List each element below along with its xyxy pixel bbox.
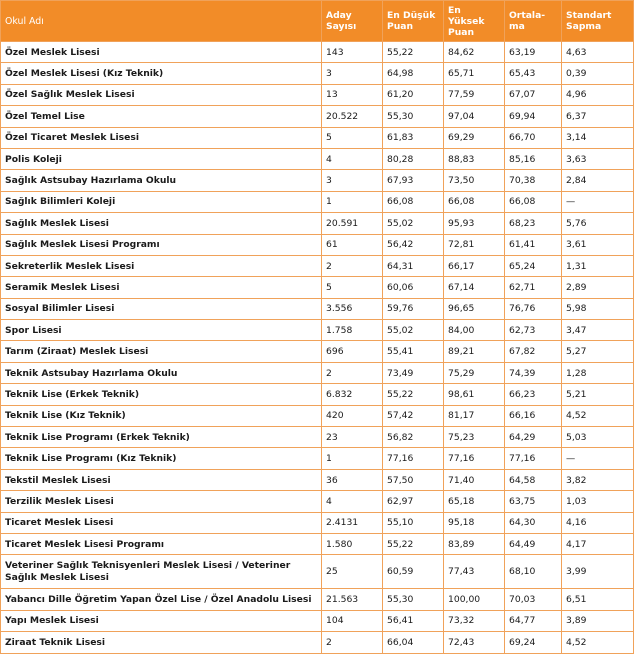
cell-okul-adi: Seramik Meslek Lisesi bbox=[1, 277, 322, 298]
cell-aday-sayisi: 2 bbox=[322, 632, 383, 653]
cell-en-dusuk-puan: 55,02 bbox=[383, 213, 444, 234]
cell-okul-adi: Özel Meslek Lisesi (Kız Teknik) bbox=[1, 63, 322, 84]
cell-okul-adi: Tekstil Meslek Lisesi bbox=[1, 469, 322, 490]
cell-standart-sapma: 4,63 bbox=[562, 42, 634, 63]
cell-okul-adi: Teknik Lise (Kız Teknik) bbox=[1, 405, 322, 426]
cell-okul-adi: Sekreterlik Meslek Lisesi bbox=[1, 255, 322, 276]
cell-en-dusuk-puan: 61,83 bbox=[383, 127, 444, 148]
cell-standart-sapma: 0,39 bbox=[562, 63, 634, 84]
cell-okul-adi: Spor Lisesi bbox=[1, 320, 322, 341]
cell-en-yuksek-puan: 77,43 bbox=[444, 555, 505, 589]
cell-ortalama: 69,24 bbox=[505, 632, 562, 653]
cell-okul-adi: Veteriner Sağlık Teknisyenleri Meslek Lisesi / Veteriner Sağlık Meslek Lisesi bbox=[1, 555, 322, 589]
cell-aday-sayisi: 13 bbox=[322, 84, 383, 105]
cell-ortalama: 67,82 bbox=[505, 341, 562, 362]
cell-standart-sapma: 3,63 bbox=[562, 148, 634, 169]
header-line: Standart bbox=[566, 10, 612, 21]
cell-okul-adi: Tarım (Ziraat) Meslek Lisesi bbox=[1, 341, 322, 362]
cell-en-dusuk-puan: 64,31 bbox=[383, 255, 444, 276]
cell-ortalama: 64,58 bbox=[505, 469, 562, 490]
cell-en-yuksek-puan: 75,23 bbox=[444, 427, 505, 448]
cell-ortalama: 62,71 bbox=[505, 277, 562, 298]
cell-ortalama: 65,24 bbox=[505, 255, 562, 276]
cell-en-yuksek-puan: 71,40 bbox=[444, 469, 505, 490]
cell-en-yuksek-puan: 98,61 bbox=[444, 384, 505, 405]
cell-aday-sayisi: 3 bbox=[322, 170, 383, 191]
cell-standart-sapma: 6,37 bbox=[562, 106, 634, 127]
cell-ortalama: 76,76 bbox=[505, 298, 562, 319]
cell-en-dusuk-puan: 60,59 bbox=[383, 555, 444, 589]
cell-okul-adi: Terzilik Meslek Lisesi bbox=[1, 491, 322, 512]
cell-en-yuksek-puan: 77,59 bbox=[444, 84, 505, 105]
cell-ortalama: 66,23 bbox=[505, 384, 562, 405]
table-row bbox=[1, 63, 634, 84]
cell-aday-sayisi: 3.556 bbox=[322, 298, 383, 319]
table-row bbox=[1, 610, 634, 631]
cell-okul-adi: Ticaret Meslek Lisesi bbox=[1, 512, 322, 533]
cell-okul-adi: Polis Koleji bbox=[1, 148, 322, 169]
cell-standart-sapma: 3,61 bbox=[562, 234, 634, 255]
cell-okul-adi: Özel Ticaret Meslek Lisesi bbox=[1, 127, 322, 148]
cell-aday-sayisi: 2.4131 bbox=[322, 512, 383, 533]
cell-en-yuksek-puan: 69,29 bbox=[444, 127, 505, 148]
cell-en-dusuk-puan: 55,30 bbox=[383, 106, 444, 127]
cell-en-yuksek-puan: 84,00 bbox=[444, 320, 505, 341]
cell-ortalama: 70,03 bbox=[505, 589, 562, 610]
table-row bbox=[1, 234, 634, 255]
column-header-en-dusuk-puan bbox=[383, 1, 444, 42]
table-row bbox=[1, 255, 634, 276]
cell-ortalama: 64,77 bbox=[505, 610, 562, 631]
header-line: Ortala- bbox=[509, 10, 546, 21]
cell-standart-sapma: — bbox=[562, 448, 634, 469]
cell-en-yuksek-puan: 75,29 bbox=[444, 362, 505, 383]
cell-okul-adi: Sağlık Bilimleri Koleji bbox=[1, 191, 322, 212]
cell-aday-sayisi: 23 bbox=[322, 427, 383, 448]
cell-en-dusuk-puan: 55,41 bbox=[383, 341, 444, 362]
table-row bbox=[1, 362, 634, 383]
cell-aday-sayisi: 36 bbox=[322, 469, 383, 490]
cell-ortalama: 74,39 bbox=[505, 362, 562, 383]
cell-en-dusuk-puan: 61,20 bbox=[383, 84, 444, 105]
cell-aday-sayisi: 61 bbox=[322, 234, 383, 255]
cell-standart-sapma: 3,82 bbox=[562, 469, 634, 490]
cell-standart-sapma: 2,89 bbox=[562, 277, 634, 298]
cell-en-dusuk-puan: 64,98 bbox=[383, 63, 444, 84]
cell-ortalama: 66,16 bbox=[505, 405, 562, 426]
table-row bbox=[1, 148, 634, 169]
cell-en-dusuk-puan: 66,04 bbox=[383, 632, 444, 653]
cell-okul-adi: Yapı Meslek Lisesi bbox=[1, 610, 322, 631]
table-row bbox=[1, 213, 634, 234]
header-line: Aday bbox=[326, 10, 352, 21]
cell-okul-adi: Teknik Lise (Erkek Teknik) bbox=[1, 384, 322, 405]
cell-en-dusuk-puan: 55,22 bbox=[383, 42, 444, 63]
table-row bbox=[1, 42, 634, 63]
header-line: Sapma bbox=[566, 21, 602, 32]
table-row bbox=[1, 84, 634, 105]
cell-aday-sayisi: 3 bbox=[322, 63, 383, 84]
cell-en-yuksek-puan: 100,00 bbox=[444, 589, 505, 610]
cell-en-dusuk-puan: 55,22 bbox=[383, 533, 444, 554]
cell-en-yuksek-puan: 97,04 bbox=[444, 106, 505, 127]
cell-en-dusuk-puan: 55,02 bbox=[383, 320, 444, 341]
cell-en-yuksek-puan: 65,18 bbox=[444, 491, 505, 512]
cell-standart-sapma: 2,84 bbox=[562, 170, 634, 191]
cell-ortalama: 66,08 bbox=[505, 191, 562, 212]
cell-en-dusuk-puan: 55,22 bbox=[383, 384, 444, 405]
cell-aday-sayisi: 2 bbox=[322, 362, 383, 383]
cell-ortalama: 61,41 bbox=[505, 234, 562, 255]
cell-en-yuksek-puan: 89,21 bbox=[444, 341, 505, 362]
cell-ortalama: 85,16 bbox=[505, 148, 562, 169]
cell-en-yuksek-puan: 95,18 bbox=[444, 512, 505, 533]
cell-okul-adi: Ticaret Meslek Lisesi Programı bbox=[1, 533, 322, 554]
cell-standart-sapma: 4,17 bbox=[562, 533, 634, 554]
table-row bbox=[1, 512, 634, 533]
cell-en-yuksek-puan: 73,32 bbox=[444, 610, 505, 631]
cell-standart-sapma: 6,51 bbox=[562, 589, 634, 610]
cell-standart-sapma: 5,27 bbox=[562, 341, 634, 362]
column-header-standart-sapma bbox=[562, 1, 634, 42]
cell-aday-sayisi: 2 bbox=[322, 255, 383, 276]
cell-en-dusuk-puan: 59,76 bbox=[383, 298, 444, 319]
cell-standart-sapma: 1,28 bbox=[562, 362, 634, 383]
table-row bbox=[1, 448, 634, 469]
cell-okul-adi: Teknik Lise Programı (Kız Teknik) bbox=[1, 448, 322, 469]
table-row bbox=[1, 491, 634, 512]
cell-en-yuksek-puan: 72,43 bbox=[444, 632, 505, 653]
cell-standart-sapma: 1,31 bbox=[562, 255, 634, 276]
cell-okul-adi: Sağlık Meslek Lisesi bbox=[1, 213, 322, 234]
cell-en-dusuk-puan: 57,42 bbox=[383, 405, 444, 426]
table-row bbox=[1, 405, 634, 426]
table-row bbox=[1, 127, 634, 148]
cell-en-dusuk-puan: 62,97 bbox=[383, 491, 444, 512]
table-row bbox=[1, 170, 634, 191]
cell-en-dusuk-puan: 56,42 bbox=[383, 234, 444, 255]
cell-ortalama: 69,94 bbox=[505, 106, 562, 127]
cell-en-dusuk-puan: 73,49 bbox=[383, 362, 444, 383]
table-row bbox=[1, 555, 634, 589]
cell-en-dusuk-puan: 77,16 bbox=[383, 448, 444, 469]
header-row bbox=[1, 1, 634, 42]
cell-standart-sapma: 1,03 bbox=[562, 491, 634, 512]
column-header-aday-sayisi bbox=[322, 1, 383, 42]
table-row bbox=[1, 341, 634, 362]
cell-ortalama: 64,29 bbox=[505, 427, 562, 448]
header-line: En Düşük bbox=[387, 10, 436, 21]
header-line: Puan bbox=[448, 26, 475, 38]
cell-okul-adi: Yabancı Dille Öğretim Yapan Özel Lise / Özel Anadolu Lisesi bbox=[1, 589, 322, 610]
header-line: En Yüksek bbox=[448, 4, 485, 27]
cell-ortalama: 67,07 bbox=[505, 84, 562, 105]
cell-standart-sapma: 4,96 bbox=[562, 84, 634, 105]
cell-standart-sapma: 4,52 bbox=[562, 632, 634, 653]
table-row bbox=[1, 469, 634, 490]
cell-standart-sapma: 3,99 bbox=[562, 555, 634, 589]
cell-okul-adi: Özel Temel Lise bbox=[1, 106, 322, 127]
cell-en-yuksek-puan: 81,17 bbox=[444, 405, 505, 426]
cell-en-yuksek-puan: 88,83 bbox=[444, 148, 505, 169]
cell-aday-sayisi: 420 bbox=[322, 405, 383, 426]
column-header-en-yuksek-puan bbox=[444, 1, 505, 42]
cell-standart-sapma: 4,16 bbox=[562, 512, 634, 533]
cell-ortalama: 66,70 bbox=[505, 127, 562, 148]
cell-aday-sayisi: 1.758 bbox=[322, 320, 383, 341]
cell-en-yuksek-puan: 95,93 bbox=[444, 213, 505, 234]
cell-en-dusuk-puan: 80,28 bbox=[383, 148, 444, 169]
table-header bbox=[1, 1, 634, 42]
cell-en-dusuk-puan: 56,41 bbox=[383, 610, 444, 631]
cell-ortalama: 68,10 bbox=[505, 555, 562, 589]
cell-standart-sapma: 5,21 bbox=[562, 384, 634, 405]
cell-en-yuksek-puan: 67,14 bbox=[444, 277, 505, 298]
cell-en-dusuk-puan: 67,93 bbox=[383, 170, 444, 191]
cell-ortalama: 77,16 bbox=[505, 448, 562, 469]
cell-standart-sapma: 5,76 bbox=[562, 213, 634, 234]
cell-aday-sayisi: 696 bbox=[322, 341, 383, 362]
cell-en-yuksek-puan: 83,89 bbox=[444, 533, 505, 554]
cell-ortalama: 64,49 bbox=[505, 533, 562, 554]
cell-en-dusuk-puan: 60,06 bbox=[383, 277, 444, 298]
cell-ortalama: 63,19 bbox=[505, 42, 562, 63]
cell-ortalama: 64,30 bbox=[505, 512, 562, 533]
cell-en-dusuk-puan: 57,50 bbox=[383, 469, 444, 490]
table-row bbox=[1, 533, 634, 554]
cell-standart-sapma: 3,47 bbox=[562, 320, 634, 341]
table-body bbox=[1, 42, 634, 654]
cell-standart-sapma: 4,52 bbox=[562, 405, 634, 426]
cell-okul-adi: Özel Sağlık Meslek Lisesi bbox=[1, 84, 322, 105]
table-row bbox=[1, 277, 634, 298]
cell-okul-adi: Sağlık Astsubay Hazırlama Okulu bbox=[1, 170, 322, 191]
cell-aday-sayisi: 104 bbox=[322, 610, 383, 631]
header-line: Sayısı bbox=[326, 21, 357, 32]
cell-aday-sayisi: 20.522 bbox=[322, 106, 383, 127]
cell-aday-sayisi: 143 bbox=[322, 42, 383, 63]
cell-aday-sayisi: 4 bbox=[322, 148, 383, 169]
header-line: Puan bbox=[387, 21, 414, 32]
cell-aday-sayisi: 21.563 bbox=[322, 589, 383, 610]
column-header-ortalama bbox=[505, 1, 562, 42]
header-line: ma bbox=[509, 21, 525, 32]
cell-en-yuksek-puan: 84,62 bbox=[444, 42, 505, 63]
table-row bbox=[1, 589, 634, 610]
cell-okul-adi: Ziraat Teknik Lisesi bbox=[1, 632, 322, 653]
cell-okul-adi: Özel Meslek Lisesi bbox=[1, 42, 322, 63]
cell-aday-sayisi: 5 bbox=[322, 127, 383, 148]
table-row bbox=[1, 427, 634, 448]
cell-en-yuksek-puan: 96,65 bbox=[444, 298, 505, 319]
cell-en-yuksek-puan: 73,50 bbox=[444, 170, 505, 191]
cell-en-dusuk-puan: 55,30 bbox=[383, 589, 444, 610]
cell-aday-sayisi: 1 bbox=[322, 191, 383, 212]
cell-en-yuksek-puan: 66,17 bbox=[444, 255, 505, 276]
cell-aday-sayisi: 6.832 bbox=[322, 384, 383, 405]
cell-en-dusuk-puan: 56,82 bbox=[383, 427, 444, 448]
table-row bbox=[1, 632, 634, 653]
cell-aday-sayisi: 1 bbox=[322, 448, 383, 469]
cell-aday-sayisi: 5 bbox=[322, 277, 383, 298]
cell-aday-sayisi: 1.580 bbox=[322, 533, 383, 554]
cell-okul-adi: Sağlık Meslek Lisesi Programı bbox=[1, 234, 322, 255]
cell-standart-sapma: 5,98 bbox=[562, 298, 634, 319]
cell-en-yuksek-puan: 66,08 bbox=[444, 191, 505, 212]
table-row bbox=[1, 298, 634, 319]
cell-standart-sapma: 3,14 bbox=[562, 127, 634, 148]
column-header-okul-adi: Okul Adı bbox=[1, 1, 322, 42]
cell-ortalama: 62,73 bbox=[505, 320, 562, 341]
cell-aday-sayisi: 20.591 bbox=[322, 213, 383, 234]
cell-okul-adi: Teknik Astsubay Hazırlama Okulu bbox=[1, 362, 322, 383]
cell-okul-adi: Sosyal Bilimler Lisesi bbox=[1, 298, 322, 319]
cell-en-dusuk-puan: 55,10 bbox=[383, 512, 444, 533]
cell-ortalama: 63,75 bbox=[505, 491, 562, 512]
cell-okul-adi: Teknik Lise Programı (Erkek Teknik) bbox=[1, 427, 322, 448]
cell-aday-sayisi: 4 bbox=[322, 491, 383, 512]
cell-en-dusuk-puan: 66,08 bbox=[383, 191, 444, 212]
cell-en-yuksek-puan: 77,16 bbox=[444, 448, 505, 469]
cell-standart-sapma: 3,89 bbox=[562, 610, 634, 631]
table-row bbox=[1, 106, 634, 127]
cell-ortalama: 65,43 bbox=[505, 63, 562, 84]
table-row bbox=[1, 191, 634, 212]
cell-ortalama: 68,23 bbox=[505, 213, 562, 234]
table-row bbox=[1, 384, 634, 405]
cell-ortalama: 70,38 bbox=[505, 170, 562, 191]
cell-aday-sayisi: 25 bbox=[322, 555, 383, 589]
cell-standart-sapma: 5,03 bbox=[562, 427, 634, 448]
cell-en-yuksek-puan: 65,71 bbox=[444, 63, 505, 84]
cell-standart-sapma: — bbox=[562, 191, 634, 212]
cell-en-yuksek-puan: 72,81 bbox=[444, 234, 505, 255]
table-row bbox=[1, 320, 634, 341]
